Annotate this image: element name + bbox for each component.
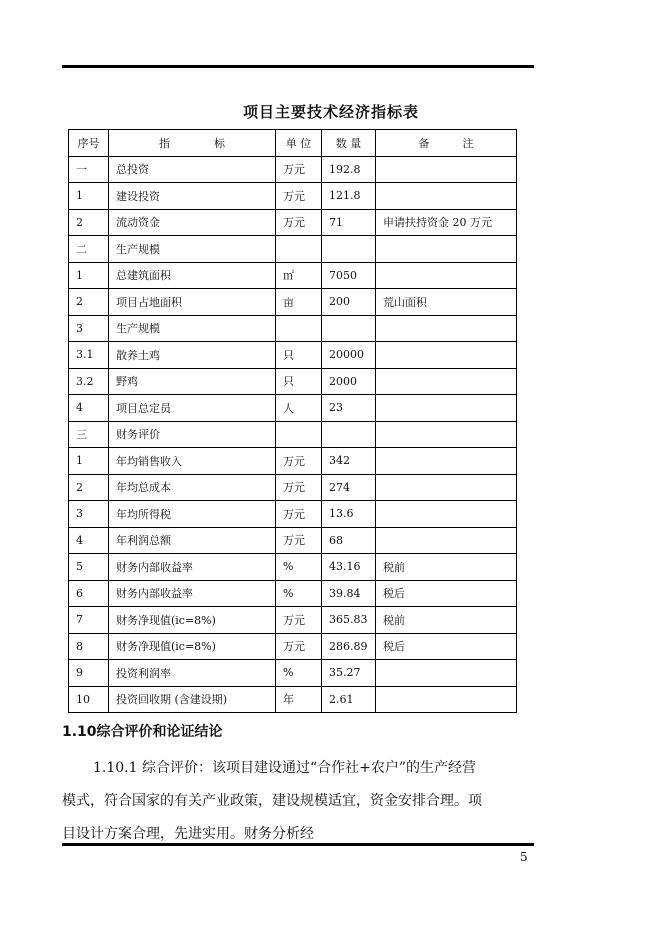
cell-indicator: 财务净现值(ic=8%) <box>109 633 276 660</box>
cell-seq: 8 <box>69 633 109 660</box>
cell-unit <box>276 236 322 263</box>
paragraph-line: 目设计方案合理，先进实用。财务分析经 <box>62 826 314 842</box>
indicator-table <box>68 129 517 713</box>
cell-unit: % <box>276 660 322 687</box>
cell-seq: 1 <box>69 448 109 475</box>
cell-quantity: 286.89 <box>322 633 376 660</box>
table-row <box>69 236 517 263</box>
cell-seq: 1 <box>69 183 109 210</box>
table-row <box>69 527 517 554</box>
cell-remark <box>376 315 517 342</box>
cell-unit <box>276 315 322 342</box>
cell-unit: 只 <box>276 342 322 369</box>
cell-unit: 万元 <box>276 527 322 554</box>
cell-seq: 2 <box>69 209 109 236</box>
table-title: 项目主要技术经济指标表 <box>242 103 419 121</box>
cell-quantity: 39.84 <box>322 580 376 607</box>
cell-remark <box>376 236 517 263</box>
cell-unit: 万元 <box>276 209 322 236</box>
header-rule <box>62 65 534 68</box>
cell-unit: 万元 <box>276 448 322 475</box>
table-row <box>69 607 517 634</box>
header-quantity: 数 量 <box>322 130 376 157</box>
table-row <box>69 660 517 687</box>
cell-unit: 万元 <box>276 501 322 528</box>
cell-remark <box>376 368 517 395</box>
cell-quantity: 35.27 <box>322 660 376 687</box>
cell-remark <box>376 501 517 528</box>
cell-indicator: 项目占地面积 <box>109 289 276 316</box>
cell-remark: 税前 <box>376 554 517 581</box>
cell-unit: % <box>276 580 322 607</box>
cell-seq: 3 <box>69 315 109 342</box>
table-row <box>69 686 517 713</box>
cell-seq: 一 <box>69 156 109 183</box>
table-row <box>69 554 517 581</box>
cell-quantity <box>322 421 376 448</box>
cell-indicator: 总建筑面积 <box>109 262 276 289</box>
cell-seq: 3.1 <box>69 342 109 369</box>
cell-seq: 1 <box>69 262 109 289</box>
cell-remark: 申请扶持资金 20 万元 <box>376 209 517 236</box>
cell-quantity: 2.61 <box>322 686 376 713</box>
cell-indicator: 投资回收期 (含建设期) <box>109 686 276 713</box>
table-row <box>69 474 517 501</box>
paragraph-line: 模式，符合国家的有关产业政策，建设规模适宜，资金安排合理。项 <box>62 793 482 809</box>
cell-quantity: 71 <box>322 209 376 236</box>
cell-quantity: 200 <box>322 289 376 316</box>
cell-quantity: 342 <box>322 448 376 475</box>
cell-unit: 亩 <box>276 289 322 316</box>
header-seq: 序号 <box>69 130 109 157</box>
cell-indicator: 野鸡 <box>109 368 276 395</box>
cell-unit: 只 <box>276 368 322 395</box>
cell-quantity: 23 <box>322 395 376 422</box>
cell-seq: 2 <box>69 474 109 501</box>
cell-remark <box>376 342 517 369</box>
cell-unit: ㎡ <box>276 262 322 289</box>
cell-unit: 万元 <box>276 633 322 660</box>
cell-remark: 税后 <box>376 633 517 660</box>
cell-quantity: 20000 <box>322 342 376 369</box>
table-row <box>69 156 517 183</box>
table-row <box>69 395 517 422</box>
cell-seq: 10 <box>69 686 109 713</box>
cell-seq: 2 <box>69 289 109 316</box>
table-row <box>69 209 517 236</box>
cell-indicator: 财务内部收益率 <box>109 580 276 607</box>
table-row <box>69 448 517 475</box>
cell-unit: 万元 <box>276 183 322 210</box>
cell-quantity: 274 <box>322 474 376 501</box>
cell-remark <box>376 474 517 501</box>
cell-unit <box>276 421 322 448</box>
paragraph-line: 1.10.1 综合评价：该项目建设通过“合作社+农户”的生产经营 <box>93 760 477 776</box>
cell-seq: 3 <box>69 501 109 528</box>
cell-indicator: 生产规模 <box>109 315 276 342</box>
cell-indicator: 建设投资 <box>109 183 276 210</box>
cell-seq: 7 <box>69 607 109 634</box>
cell-quantity: 365.83 <box>322 607 376 634</box>
table-row <box>69 501 517 528</box>
cell-seq: 6 <box>69 580 109 607</box>
header-indicator: 指 标 <box>109 130 276 157</box>
cell-unit: % <box>276 554 322 581</box>
cell-seq: 4 <box>69 395 109 422</box>
cell-remark <box>376 448 517 475</box>
table-body <box>69 156 517 713</box>
table-row <box>69 368 517 395</box>
cell-remark <box>376 183 517 210</box>
cell-quantity: 192.8 <box>322 156 376 183</box>
cell-remark: 税前 <box>376 607 517 634</box>
cell-seq: 二 <box>69 236 109 263</box>
cell-unit: 万元 <box>276 156 322 183</box>
table-row <box>69 421 517 448</box>
section-heading: 1.10综合评价和论证结论 <box>62 724 223 740</box>
cell-indicator: 散养土鸡 <box>109 342 276 369</box>
cell-remark <box>376 395 517 422</box>
cell-remark: 税后 <box>376 580 517 607</box>
cell-quantity: 121.8 <box>322 183 376 210</box>
table-row <box>69 262 517 289</box>
table-row <box>69 289 517 316</box>
cell-unit: 年 <box>276 686 322 713</box>
cell-remark: 荒山面积 <box>376 289 517 316</box>
table-header-row <box>69 130 517 157</box>
cell-indicator: 年均所得税 <box>109 501 276 528</box>
cell-unit: 万元 <box>276 474 322 501</box>
cell-indicator: 项目总定员 <box>109 395 276 422</box>
cell-indicator: 生产规模 <box>109 236 276 263</box>
cell-remark <box>376 421 517 448</box>
cell-indicator: 年均总成本 <box>109 474 276 501</box>
cell-seq: 5 <box>69 554 109 581</box>
page-number: 5 <box>520 850 528 864</box>
cell-seq: 4 <box>69 527 109 554</box>
cell-remark <box>376 156 517 183</box>
cell-unit: 万元 <box>276 607 322 634</box>
cell-quantity: 2000 <box>322 368 376 395</box>
cell-quantity: 7050 <box>322 262 376 289</box>
table-row <box>69 633 517 660</box>
cell-indicator: 财务净现值(ic=8%) <box>109 607 276 634</box>
cell-remark <box>376 660 517 687</box>
table-row <box>69 580 517 607</box>
cell-indicator: 年利润总额 <box>109 527 276 554</box>
cell-indicator: 财务评价 <box>109 421 276 448</box>
cell-seq: 三 <box>69 421 109 448</box>
cell-indicator: 财务内部收益率 <box>109 554 276 581</box>
cell-quantity <box>322 236 376 263</box>
cell-remark <box>376 686 517 713</box>
header-unit: 单 位 <box>276 130 322 157</box>
cell-quantity: 13.6 <box>322 501 376 528</box>
header-remark: 备 注 <box>376 130 517 157</box>
cell-quantity <box>322 315 376 342</box>
cell-indicator: 总投资 <box>109 156 276 183</box>
cell-indicator: 流动资金 <box>109 209 276 236</box>
cell-unit: 人 <box>276 395 322 422</box>
cell-indicator: 年均销售收入 <box>109 448 276 475</box>
cell-remark <box>376 527 517 554</box>
table-row <box>69 315 517 342</box>
cell-indicator: 投资利润率 <box>109 660 276 687</box>
cell-seq: 3.2 <box>69 368 109 395</box>
footer-rule <box>62 843 534 846</box>
cell-seq: 9 <box>69 660 109 687</box>
cell-quantity: 43.16 <box>322 554 376 581</box>
cell-quantity: 68 <box>322 527 376 554</box>
cell-remark <box>376 262 517 289</box>
table-row <box>69 183 517 210</box>
table-row <box>69 342 517 369</box>
